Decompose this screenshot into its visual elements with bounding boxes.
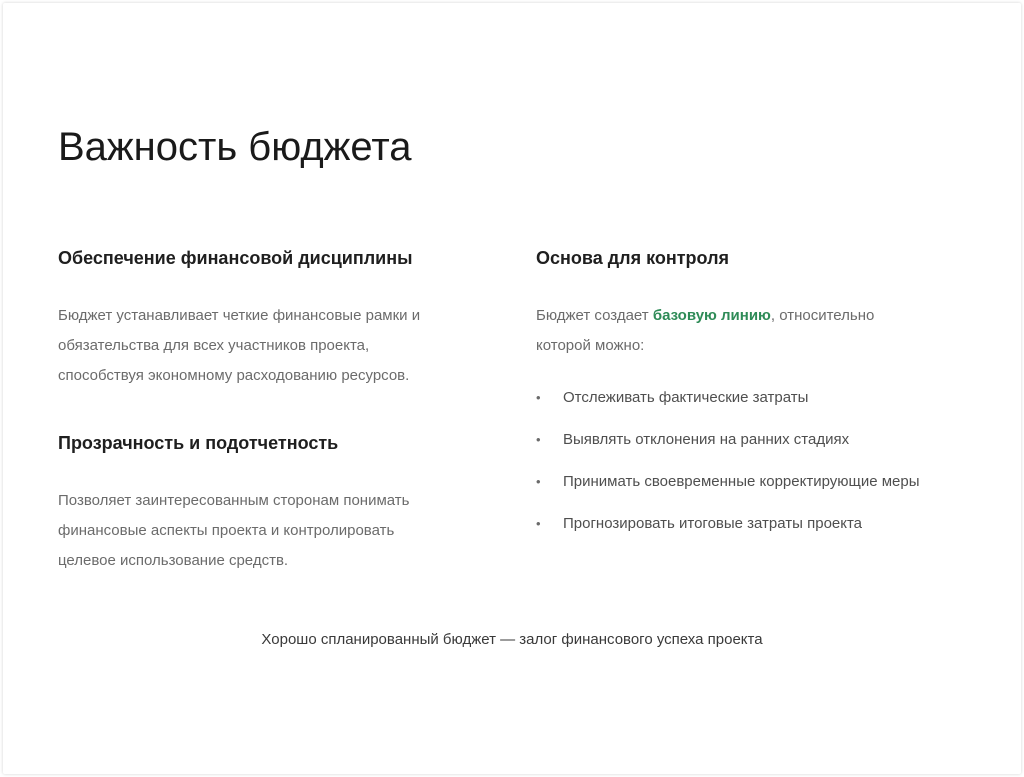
text-line: обязательства для всех участников проекта, bbox=[58, 337, 370, 354]
financial-discipline-text bbox=[58, 301, 498, 391]
text-line: целевое использование средств. bbox=[58, 552, 289, 569]
control-bullet-list bbox=[536, 388, 1006, 534]
right-column bbox=[536, 246, 1006, 556]
text-line: финансовые аспекты проекта и контролировать bbox=[58, 522, 395, 539]
bullet-icon: • bbox=[536, 474, 541, 489]
slide-footer: Хорошо спланированный бюджет — залог финансового успеха проекта bbox=[261, 631, 763, 648]
text-line: Бюджет устанавливает четкие финансовые рамки и bbox=[58, 307, 421, 324]
transparency-text bbox=[58, 486, 498, 576]
list-item-text: Принимать своевременные корректирующие меры bbox=[563, 473, 920, 490]
heading-financial-discipline: Обеспечение финансовой дисциплины bbox=[58, 248, 413, 268]
intro-prefix: Бюджет создает bbox=[536, 307, 653, 324]
left-column bbox=[58, 246, 498, 576]
intro-line2: которой можно: bbox=[536, 337, 645, 354]
text-line: Позволяет заинтересованным сторонам понимать bbox=[58, 492, 410, 509]
baseline-highlight: базовую линию bbox=[652, 307, 771, 324]
bullet-icon: • bbox=[536, 516, 541, 531]
text-line: способствуя экономному расходованию ресурсов. bbox=[58, 367, 410, 384]
list-item bbox=[536, 514, 1006, 534]
slide bbox=[3, 3, 1021, 774]
control-intro-text bbox=[536, 301, 1006, 361]
slide-title: Важность бюджета bbox=[58, 125, 412, 169]
list-item bbox=[536, 430, 1006, 450]
list-item-text: Прогнозировать итоговые затраты проекта bbox=[563, 515, 863, 532]
list-item-text: Выявлять отклонения на ранних стадиях bbox=[563, 431, 850, 448]
list-item-text: Отслеживать фактические затраты bbox=[563, 389, 809, 406]
bullet-icon: • bbox=[536, 432, 541, 447]
intro-suffix: , относительно bbox=[770, 307, 875, 324]
list-item bbox=[536, 388, 1006, 408]
heading-control-basis: Основа для контроля bbox=[536, 248, 730, 268]
heading-transparency: Прозрачность и подотчетность bbox=[58, 433, 339, 453]
bullet-icon: • bbox=[536, 390, 541, 405]
list-item bbox=[536, 472, 1006, 492]
